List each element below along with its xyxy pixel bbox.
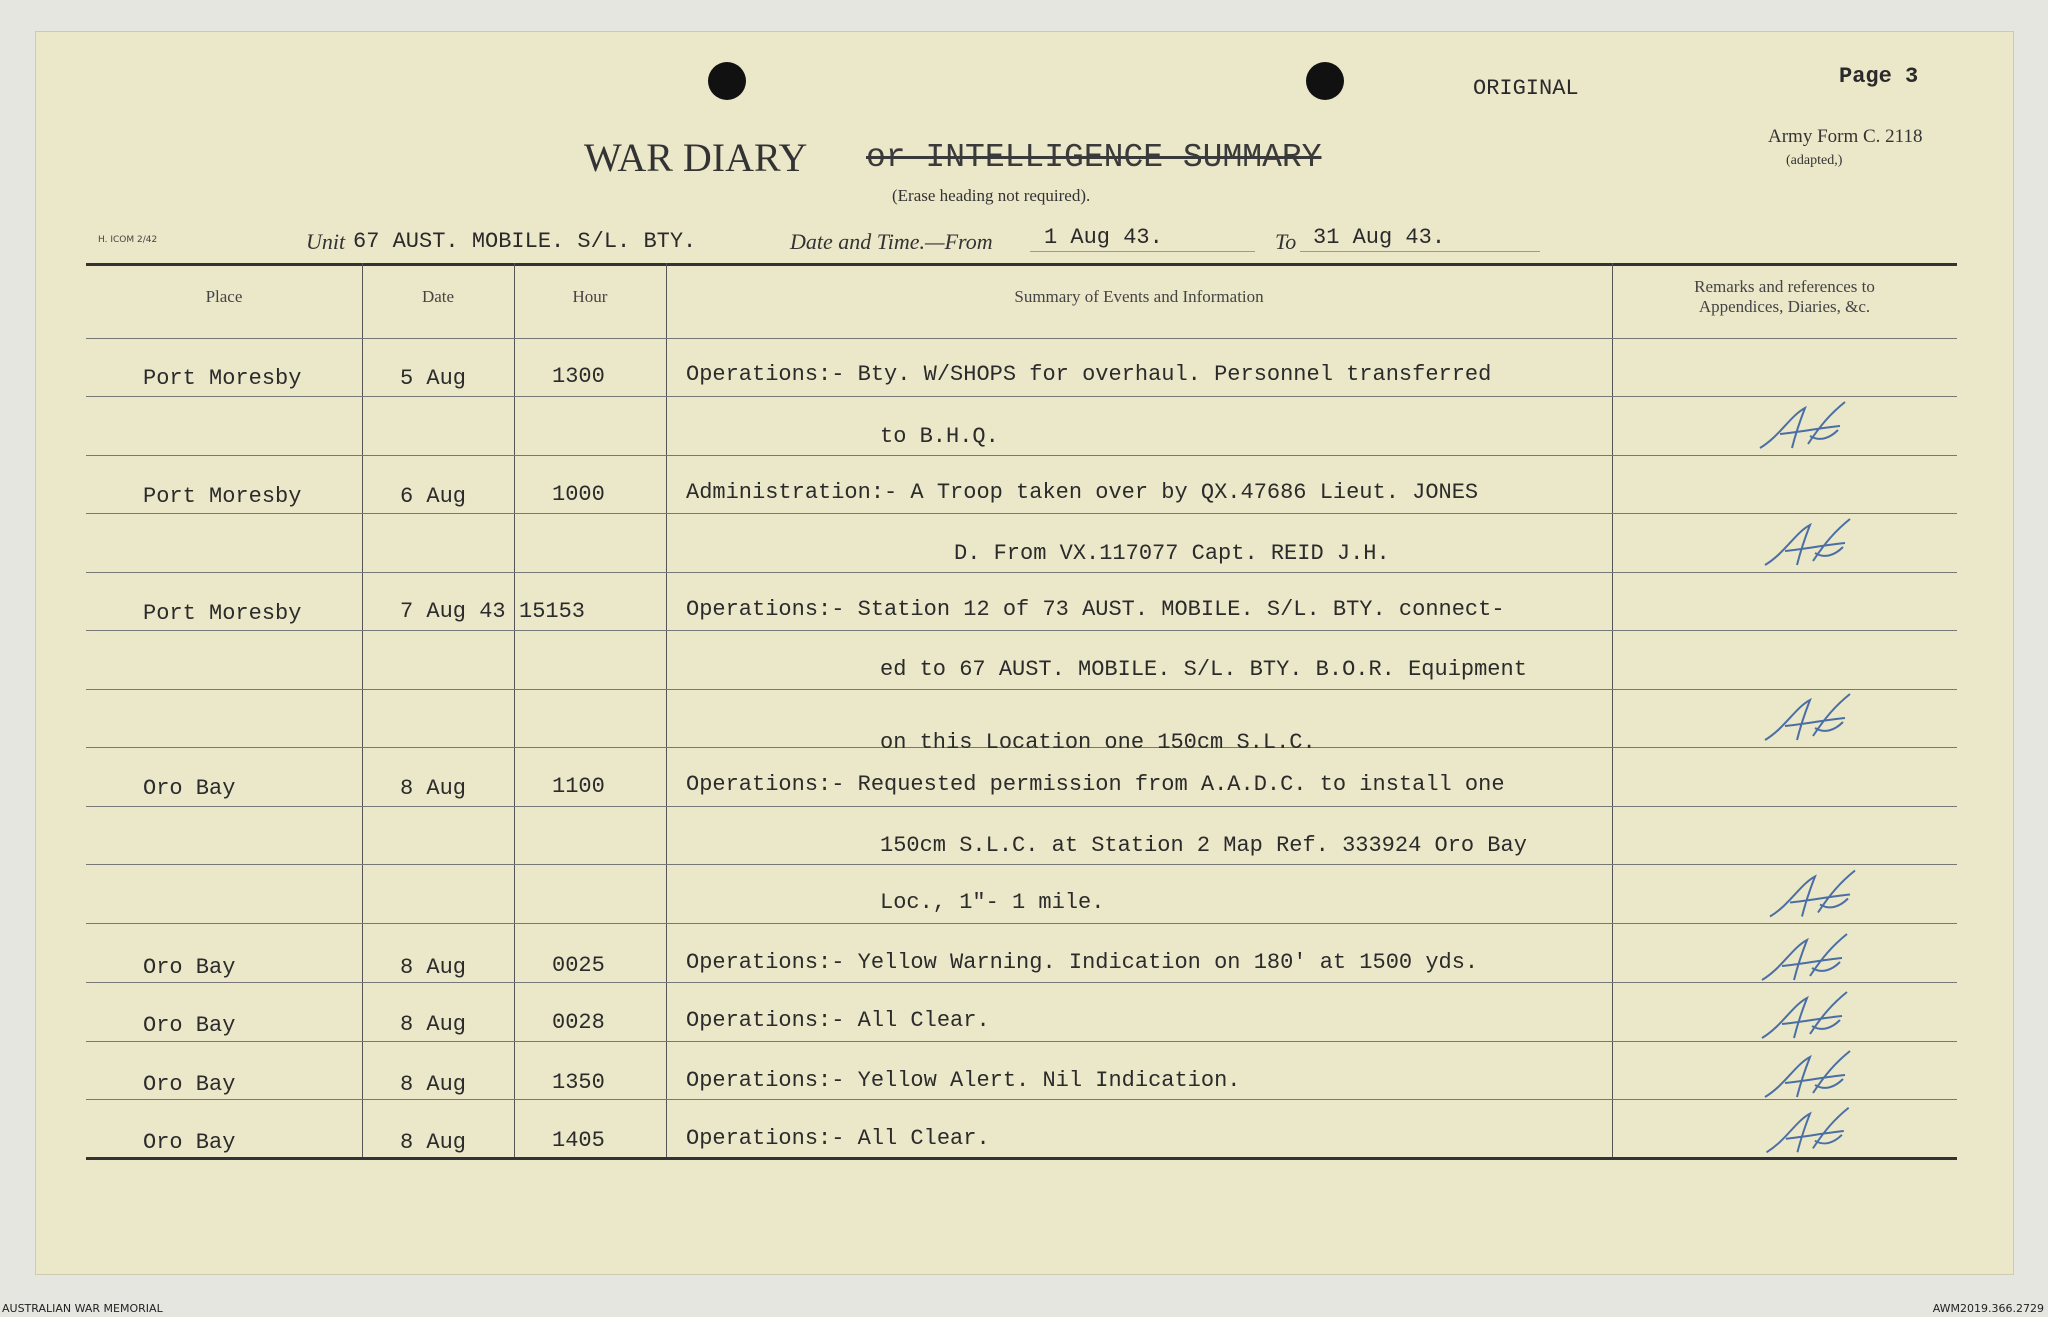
cell-summary: ed to 67 AUST. MOBILE. S/L. BTY. B.O.R. Equipment bbox=[880, 657, 1527, 682]
punch-hole-left bbox=[708, 62, 746, 100]
header-date: Date bbox=[421, 286, 455, 306]
cell-hour: 0025 bbox=[552, 953, 605, 978]
cell-hour: 1000 bbox=[552, 482, 605, 507]
row-line bbox=[86, 1041, 1957, 1042]
row-line bbox=[86, 689, 1957, 690]
cell-date: 7 Aug 43 bbox=[400, 599, 506, 624]
signature-initials bbox=[1752, 986, 1862, 1046]
header-remarks-line2: Appendices, Diaries, &c. bbox=[1698, 297, 1871, 316]
cell-summary: 150cm S.L.C. at Station 2 Map Ref. 333924 Oro Bay bbox=[880, 833, 1527, 858]
cell-summary: Operations:- Yellow Alert. Nil Indication. bbox=[686, 1068, 1241, 1093]
row-line bbox=[86, 396, 1957, 397]
header-remarks-line1: Remarks and references to bbox=[1694, 276, 1875, 296]
row-line bbox=[86, 630, 1957, 631]
cell-date: 5 Aug bbox=[400, 366, 467, 391]
cell-summary: on this Location one 150cm S.L.C. bbox=[880, 730, 1316, 755]
signature-initials bbox=[1750, 396, 1860, 456]
footer-credit: AUSTRALIAN WAR MEMORIAL bbox=[2, 1302, 163, 1315]
signature-initials bbox=[1752, 928, 1862, 988]
cell-hour: 1405 bbox=[552, 1128, 605, 1153]
from-value: 1 Aug 43. bbox=[1044, 225, 1163, 250]
cell-date: 8 Aug bbox=[400, 1130, 467, 1155]
cell-summary: Operations:- Yellow Warning. Indication on 180' at 1500 yds. bbox=[686, 950, 1479, 975]
to-underline bbox=[1300, 251, 1540, 252]
to-value: 31 Aug 43. bbox=[1313, 225, 1446, 250]
army-form-adapted: (adapted,) bbox=[1786, 153, 1843, 168]
cell-date: 6 Aug bbox=[400, 484, 467, 509]
column-divider-1 bbox=[362, 263, 363, 1157]
form-code: H. ICOM 2/42 bbox=[98, 235, 158, 245]
row-line bbox=[86, 806, 1957, 807]
cell-place: Oro Bay bbox=[143, 776, 236, 801]
column-divider-4 bbox=[1612, 263, 1613, 1157]
cell-place: Oro Bay bbox=[143, 1013, 236, 1038]
to-label: To bbox=[1275, 229, 1297, 254]
cell-summary: Loc., 1"- 1 mile. bbox=[880, 890, 1105, 915]
footer-accession: AWM2019.366.2729 bbox=[1932, 1302, 2044, 1315]
header-hour: Hour bbox=[572, 286, 608, 306]
row-line bbox=[86, 572, 1957, 573]
signature-initials bbox=[1755, 1102, 1865, 1160]
cell-place: Oro Bay bbox=[143, 1130, 236, 1155]
row-line bbox=[86, 923, 1957, 924]
cell-place: Oro Bay bbox=[143, 955, 236, 980]
cell-summary: to B.H.Q. bbox=[880, 424, 999, 449]
column-divider-3 bbox=[666, 263, 667, 1157]
cell-date: 8 Aug bbox=[400, 1072, 467, 1097]
cell-hour: 1300 bbox=[552, 364, 605, 389]
page-title: WAR DIARY bbox=[584, 135, 808, 180]
cell-hour: 15153 bbox=[519, 599, 586, 624]
header-summary: Summary of Events and Information bbox=[1014, 286, 1264, 306]
erase-note: (Erase heading not required). bbox=[892, 186, 1091, 205]
cell-place: Oro Bay bbox=[143, 1072, 236, 1097]
row-line bbox=[86, 864, 1957, 865]
table-bottom-border bbox=[86, 1157, 1957, 1160]
unit-value: 67 AUST. MOBILE. S/L. BTY. bbox=[353, 229, 697, 254]
punch-hole-right bbox=[1306, 62, 1344, 100]
cell-date: 8 Aug bbox=[400, 776, 467, 801]
from-underline bbox=[1030, 251, 1255, 252]
cell-summary: D. From VX.117077 Capt. REID J.H. bbox=[954, 541, 1390, 566]
cell-date: 8 Aug bbox=[400, 1012, 467, 1037]
row-line bbox=[86, 1099, 1957, 1100]
cell-hour: 0028 bbox=[552, 1010, 605, 1035]
row-line bbox=[86, 982, 1957, 983]
unit-label: Unit bbox=[306, 229, 346, 254]
row-line bbox=[86, 513, 1957, 514]
date-label: Date and Time.—From bbox=[790, 229, 993, 254]
cell-summary: Operations:- All Clear. bbox=[686, 1126, 990, 1151]
cell-date: 8 Aug bbox=[400, 955, 467, 980]
row-line bbox=[86, 338, 1957, 339]
page-number: Page 3 bbox=[1839, 64, 1919, 89]
column-divider-2 bbox=[514, 263, 515, 1157]
cell-hour: 1350 bbox=[552, 1070, 605, 1095]
cell-summary: Administration:- A Troop taken over by QX.47686 Lieut. JONES bbox=[686, 480, 1479, 505]
cell-place: Port Moresby bbox=[143, 484, 302, 509]
header-place: Place bbox=[205, 286, 243, 306]
cell-place: Port Moresby bbox=[143, 366, 302, 391]
cell-hour: 1100 bbox=[552, 774, 605, 799]
original-stamp: ORIGINAL bbox=[1473, 76, 1579, 101]
header-remarks bbox=[1612, 260, 1957, 334]
signature-initials bbox=[1760, 862, 1870, 927]
cell-place: Port Moresby bbox=[143, 601, 302, 626]
struck-heading: or INTELLIGENCE SUMMARY bbox=[866, 139, 1322, 176]
cell-summary: Operations:- All Clear. bbox=[686, 1008, 990, 1033]
cell-summary: Operations:- Station 12 of 73 AUST. MOBILE. S/L. BTY. connect- bbox=[686, 597, 1505, 622]
signature-initials bbox=[1755, 688, 1865, 748]
army-form: Army Form C. 2118 bbox=[1768, 126, 1923, 147]
signature-initials bbox=[1755, 1045, 1865, 1105]
cell-summary: Operations:- Requested permission from A.A.D.C. to install one bbox=[686, 772, 1505, 797]
signature-initials bbox=[1755, 513, 1865, 573]
cell-summary: Operations:- Bty. W/SHOPS for overhaul. Personnel transferred bbox=[686, 362, 1492, 387]
row-line bbox=[86, 455, 1957, 456]
